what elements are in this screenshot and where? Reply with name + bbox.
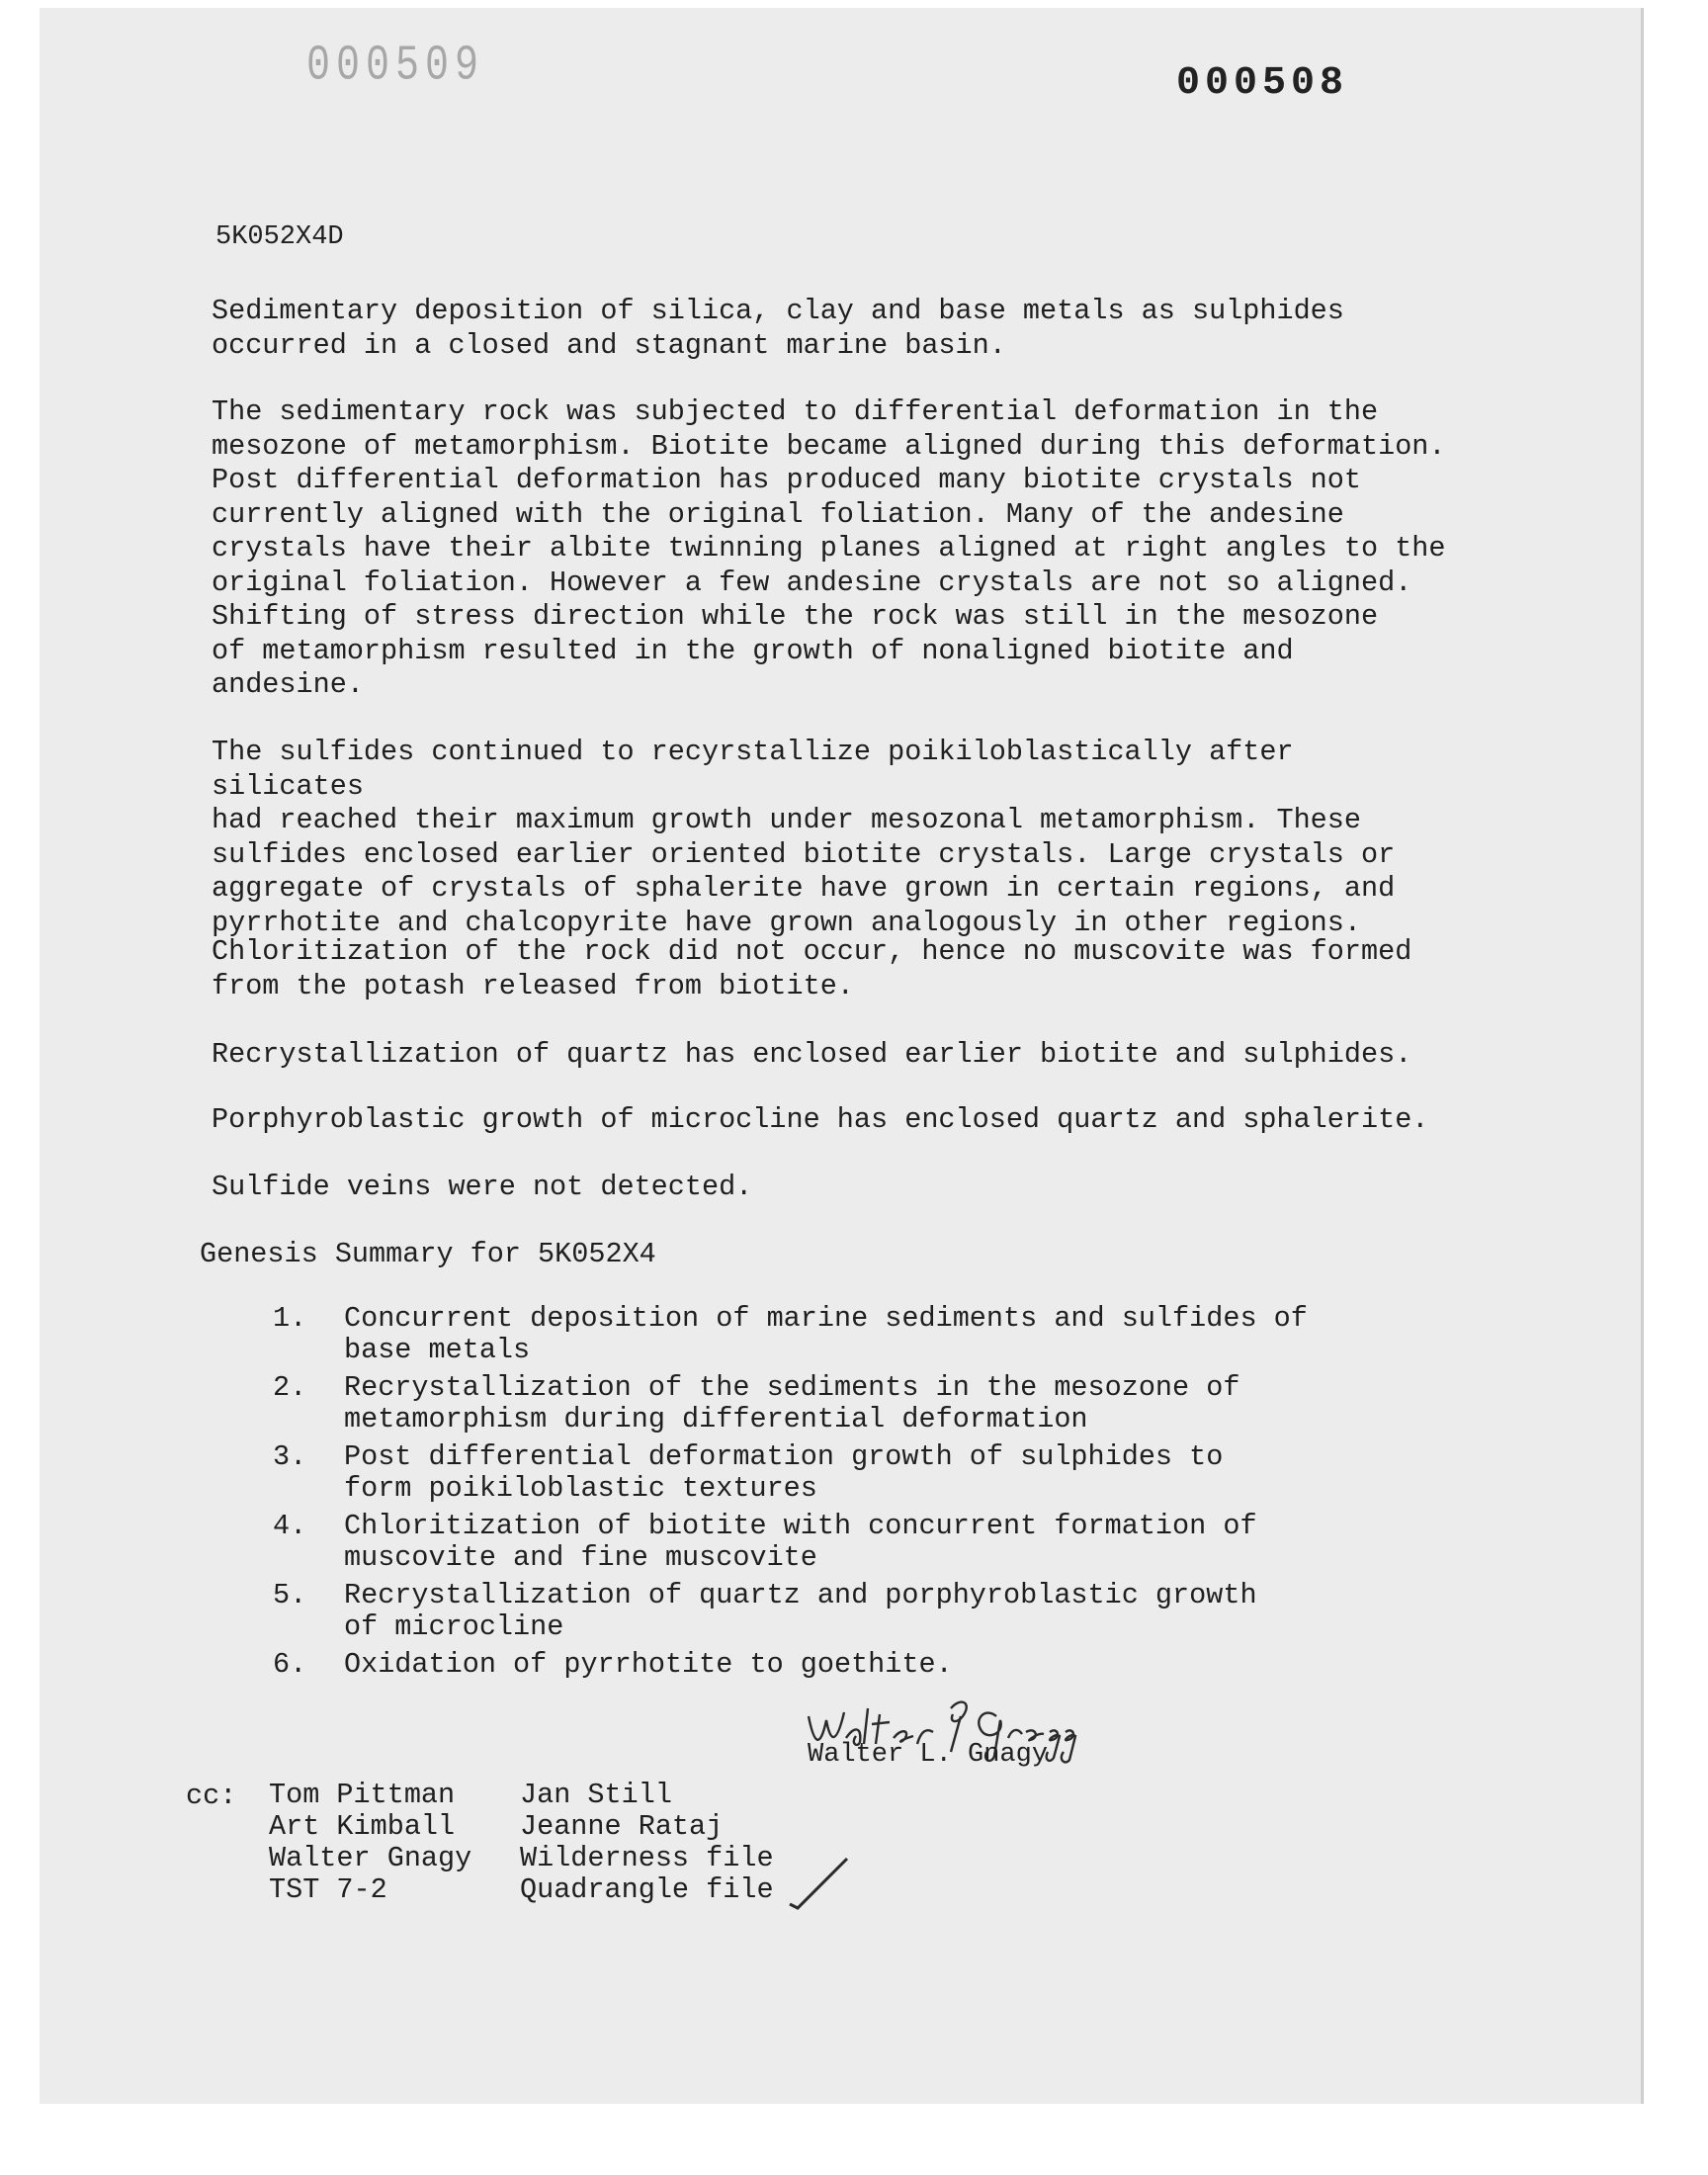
cc-recipient: Quadrangle file <box>520 1873 774 1906</box>
summary-list <box>273 1303 1308 1687</box>
summary-item <box>273 1580 1308 1643</box>
cc-recipient: Tom Pittman <box>269 1779 456 1811</box>
summary-item <box>273 1441 1308 1505</box>
summary-item-number: 6. <box>273 1648 307 1681</box>
cc-recipient: Walter Gnagy <box>269 1842 472 1874</box>
cc-list-left <box>269 1780 471 1906</box>
cc-recipient: Wilderness file <box>520 1842 774 1874</box>
cc-recipient: Art Kimball <box>269 1810 456 1843</box>
summary-item-text: Recrystallization of quartz and porphyroblastic growth of microcline <box>344 1579 1257 1643</box>
cc-recipient: TST 7-2 <box>269 1873 387 1906</box>
summary-item <box>273 1372 1308 1436</box>
summary-item-number: 5. <box>273 1579 307 1611</box>
summary-item <box>273 1511 1308 1574</box>
summary-item-text: Recrystallization of the sediments in the mesozone of metamorphism during differential deformation <box>344 1371 1240 1436</box>
summary-item-text: Oxidation of pyrrhotite to goethite. <box>344 1648 953 1681</box>
paragraph-sulfides: The sulfides continued to recyrstallize poikiloblastically after silicates had reached their maximum growth under mesozonal metamorphism. These sulfides enclosed earlier oriented biotite crystals. Large crystals or aggregate of crystals of sphalerite have grown in certain regions, and pyrrhotite and chalcopyrite have grown analogously in other regions. <box>212 736 1396 939</box>
cc-label: cc: <box>186 1780 237 1812</box>
summary-item <box>273 1303 1308 1366</box>
summary-item-text: Chloritization of biotite with concurrent formation of muscovite and fine muscovite <box>344 1510 1257 1574</box>
summary-item-number: 4. <box>273 1510 307 1542</box>
page-number: 000508 <box>1176 61 1349 106</box>
summary-item-text: Post differential deformation growth of sulphides to form poikiloblastic textures <box>344 1440 1224 1505</box>
summary-item-number: 2. <box>273 1371 307 1404</box>
paragraph-veins: Sulfide veins were not detected. <box>212 1171 753 1203</box>
paragraph-deformation: The sedimentary rock was subjected to differential deformation in the mesozone of metamorphism. Biotite became aligned during this deformation. Post differential deformation has produced many biotite crystals not currently aligned with the original foliation. Many of the andesine crystals have their albite twinning planes aligned at right angles to the original foliation. However a few andesine crystals are not so aligned. Shifting of stress direction while the rock was still in the mesozone of metamorphism resulted in the growth of nonaligned biotite and andesine. <box>212 395 1446 701</box>
summary-heading: Genesis Summary for 5K052X4 <box>200 1238 656 1270</box>
summary-item-number: 3. <box>273 1440 307 1473</box>
summary-item <box>273 1649 1308 1681</box>
paragraph-chloritization: Chloritization of the rock did not occur, hence no muscovite was formed from the potash released from biotite. <box>212 935 1412 1002</box>
paragraph-quartz: Recrystallization of quartz has enclosed earlier biotite and sulphides. <box>212 1038 1412 1071</box>
document-id: 5K052X4D <box>215 222 344 252</box>
paragraph-microcline: Porphyroblastic growth of microcline has enclosed quartz and sphalerite. <box>212 1103 1429 1136</box>
cc-recipient: Jeanne Rataj <box>520 1810 724 1843</box>
cc-recipient: Jan Still <box>520 1779 672 1811</box>
cc-list-right <box>520 1780 774 1906</box>
signer-name: Walter L. Gnagy <box>808 1740 1049 1770</box>
faint-page-stamp: 000509 <box>306 39 485 95</box>
summary-item-text: Concurrent deposition of marine sediments and sulfides of base metals <box>344 1302 1308 1366</box>
summary-item-number: 1. <box>273 1302 307 1335</box>
paragraph-deposition: Sedimentary deposition of silica, clay and base metals as sulphides occurred in a closed and stagnant marine basin. <box>212 295 1344 362</box>
scan-margin <box>0 2106 1708 2175</box>
check-mark-icon <box>786 1855 855 1914</box>
